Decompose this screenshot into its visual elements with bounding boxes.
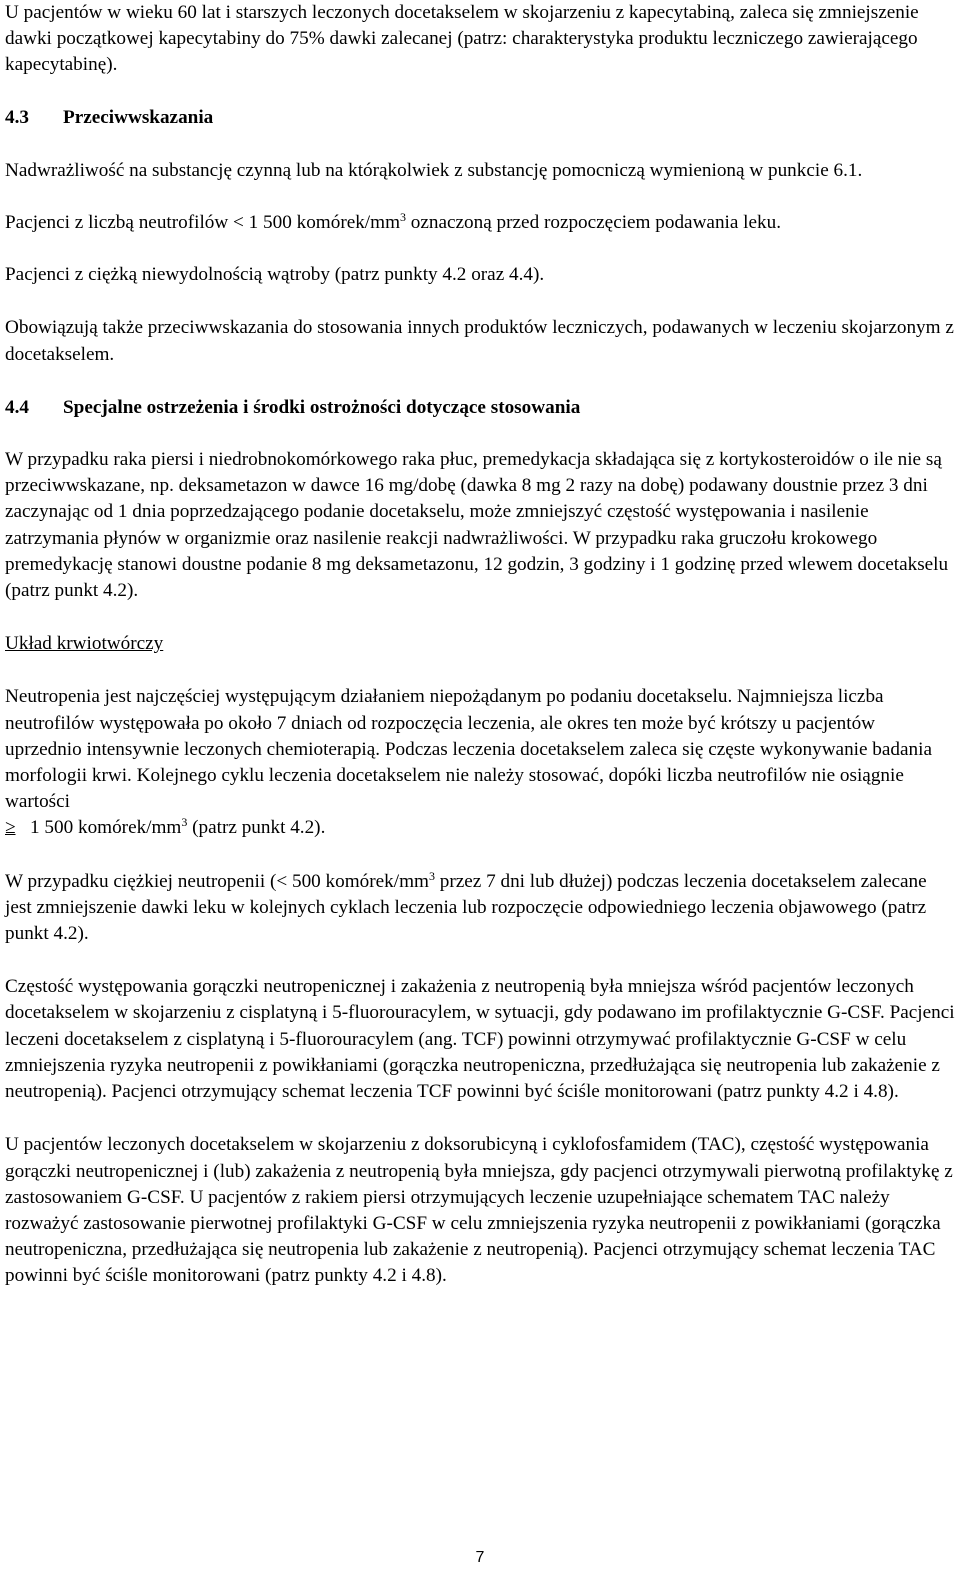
superscript: 3 bbox=[400, 210, 406, 225]
subheading-hematopoietic-system: Układ krwiotwórczy bbox=[5, 633, 164, 655]
text-segment: Pacjenci z liczbą neutrofilów < 1 500 komórek/mm bbox=[5, 212, 400, 234]
text-segment: przez 7 dni lub dłużej) podczas leczenia docetakselem zalecane jest zmniejszenie dawki leku w kolejnych cyklach leczenia lub rozpoczęcie odpowiedniego leczenia objawowego (patrz punkt 4.2). bbox=[5, 870, 927, 945]
superscript: 3 bbox=[428, 868, 435, 883]
text-segment: 1 500 komórek/mm bbox=[30, 817, 182, 839]
document-page bbox=[5, 0, 955, 1290]
paragraph-febrile-neutropenia-tac: U pacjentów leczonych docetakselem w skojarzeniu z doksorubicyną i cyklofosfamidem (TAC), częstość występowania gorączki neutropenicznej i (lub) zakażenia z neutropenią była mniejsza, gdy pacjenci otrzymywali pierwotną profilaktykę z zastosowaniem G-CSF. U pacjentów z rakiem piersi otrzymujących leczenie uzupełniające schematem TAC należy rozważyć zastosowanie pierwotnej profilaktyki G-CSF w celu zmniejszenia ryzyka neutropenii z powikłaniami (gorączka neutropeniczna, przedłużająca się neutropenia lub zakażenie z neutropenią). Pacjenci otrzymujący schemat leczenia TAC powinni być ściśle monitorowani (patrz punkty 4.2 i 4.8). bbox=[5, 1134, 953, 1287]
paragraph-combination-contraindications: Obowiązują także przeciwwskazania do stosowania innych produktów leczniczych, podawanych w leczeniu skojarzonym z docetakselem. bbox=[5, 317, 954, 365]
text-segment: W przypadku ciężkiej neutropenii (< 500 komórek/mm bbox=[5, 870, 429, 892]
superscript: 3 bbox=[181, 815, 188, 830]
text-segment: oznaczoną przed rozpoczęciem podawania leku. bbox=[406, 212, 782, 234]
paragraph-neutrophil-count bbox=[5, 210, 955, 236]
greater-equal-symbol: ≥ bbox=[5, 817, 16, 839]
section-heading-4-3 bbox=[5, 105, 955, 131]
section-heading-4-4 bbox=[5, 395, 955, 421]
paragraph-hypersensitivity: Nadwrażliwość na substancję czynną lub na którąkolwiek z substancję pomocniczą wymienioną w punkcie 6.1. bbox=[5, 159, 863, 181]
paragraph-premedication: W przypadku raka piersi i niedrobnokomórkowego raka płuc, premedykacja składająca się z kortykosteroidów o ile nie są przeciwwskazane, np. deksametazon w dawce 16 mg/dobę (dawka 8 mg 2 razy na dobę) podawany doustnie przez 3 dni zaczynając od 1 dnia poprzedzającego podanie docetakselu, może zmniejszyć częstość występowania i nasilenie zatrzymania płynów w organizmie oraz nasilenie reakcji nadwrażliwości. W przypadku raka gruczołu krokowego premedykację stanowi doustne podanie 8 mg deksametazonu, 12 godzin, 3 godziny i 1 godzinę przed wlewem docetakselu (patrz punkt 4.2). bbox=[5, 449, 949, 602]
section-number: 4.3 bbox=[5, 106, 29, 128]
paragraph-liver-failure: Pacjenci z ciężką niewydolnością wątroby (patrz punkty 4.2 oraz 4.4). bbox=[5, 264, 545, 286]
section-title: Specjalne ostrzeżenia i środki ostrożności dotyczące stosowania bbox=[63, 396, 581, 418]
paragraph-febrile-neutropenia-tcf: Częstość występowania gorączki neutropenicznej i zakażenia z neutropenią była mniejsza wśród pacjentów leczonych docetakselem w skojarzeniu z cisplatyną i 5-fluorouracylem, w sytuacji, gdy podawano im profilaktycznie G-CSF. Pacjenci leczeni docetakselem z cisplatyną i 5-fluorouracylem (ang. TCF) powinni otrzymywać profilaktycznie G-CSF w celu zmniejszenia ryzyka neutropenii z powikłaniami (gorączka neutropeniczna, przedłużająca się neutropenia lub zakażenie z neutropenią). Pacjenci otrzymujący schemat leczenia TCF powinni być ściśle monitorowani (patrz punkty 4.2 i 4.8). bbox=[5, 976, 955, 1103]
paragraph-elderly-dosing: U pacjentów w wieku 60 lat i starszych leczonych docetakselem w skojarzeniu z kapecytabiną, zaleca się zmniejszenie dawki początkowej kapecytabiny do 75% dawki zalecanej (patrz: charakterystyka produktu leczniczego zawierającego kapecytabinę). bbox=[5, 2, 919, 76]
text-segment: Neutropenia jest najczęściej występującym działaniem niepożądanym po podaniu docetakselu. Najmniejsza liczba neutrofilów występowała po około 7 dniach od rozpoczęcia leczenia, ale okres ten może być krótszy u pacjentów uprzednio intensywnie leczonych chemioterapią. Podczas leczenia docetakselem zaleca się częste wykonywanie badania morfologii krwi. Kolejnego cyklu leczenia docetakselem nie należy stosować, dopóki liczba neutrofilów nie osiągnie wartości bbox=[5, 686, 932, 813]
page-number: 7 bbox=[475, 1549, 485, 1566]
text-segment: (patrz punkt 4.2). bbox=[187, 817, 326, 839]
section-number: 4.4 bbox=[5, 396, 29, 418]
paragraph-severe-neutropenia bbox=[5, 869, 955, 948]
paragraph-neutropenia bbox=[5, 684, 955, 841]
section-title: Przeciwwskazania bbox=[63, 106, 214, 128]
